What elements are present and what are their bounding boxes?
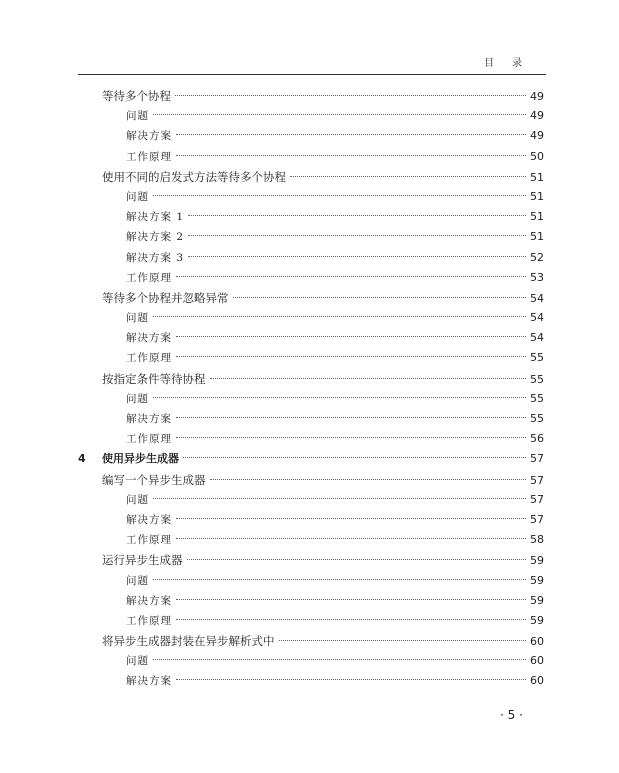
entry-page-number: 60	[530, 654, 544, 668]
entry-title: 编写一个异步生成器	[102, 472, 206, 487]
header-title: 目录	[484, 58, 540, 69]
entry-title: 将异步生成器封装在异步解析式中	[102, 634, 275, 649]
chapter-number: 4	[78, 452, 86, 466]
entry-page-number: 56	[530, 432, 544, 446]
entry-page-number: 57	[530, 452, 544, 466]
entry-page-number: 49	[530, 90, 544, 103]
toc-section-entry[interactable]	[78, 167, 544, 187]
toc-subsection-entry[interactable]	[78, 126, 544, 146]
dot-leader	[153, 195, 526, 196]
entry-title: 按指定条件等待协程	[102, 371, 206, 386]
toc-subsection-entry[interactable]	[78, 248, 544, 268]
entry-page-number: 51	[530, 230, 544, 244]
dot-leader	[153, 316, 526, 317]
toc-subsection-entry[interactable]	[78, 348, 544, 368]
entry-page-number: 50	[530, 149, 544, 163]
toc-subsection-entry[interactable]	[78, 207, 544, 227]
dot-leader	[153, 397, 526, 398]
dot-leader	[176, 155, 526, 156]
entry-title: 解决方案	[126, 513, 172, 526]
dot-leader	[153, 579, 526, 580]
dot-leader	[176, 437, 526, 438]
entry-page-number: 59	[530, 613, 544, 627]
dot-leader	[176, 336, 526, 337]
dot-leader	[188, 256, 526, 257]
dot-leader	[175, 95, 526, 96]
entry-title: 解决方案	[126, 413, 172, 425]
entry-title: 工作原理	[126, 352, 172, 365]
entry-title: 工作原理	[126, 150, 172, 163]
entry-page-number: 57	[530, 492, 544, 506]
toc-subsection-entry[interactable]	[78, 510, 544, 530]
entry-title: 解决方案 1	[126, 211, 185, 224]
toc-subsection-entry[interactable]	[78, 227, 544, 247]
dot-leader	[176, 599, 526, 600]
toc-subsection-entry[interactable]	[78, 591, 544, 611]
dot-leader	[176, 518, 526, 519]
entry-title: 等待多个协程	[102, 89, 171, 103]
running-header	[78, 50, 546, 75]
entry-page-number: 51	[530, 170, 544, 184]
dot-leader	[233, 297, 527, 298]
entry-title: 解决方案	[126, 675, 172, 688]
entry-title: 工作原理	[126, 433, 172, 446]
entry-page-number: 54	[530, 311, 544, 325]
entry-page-number: 49	[530, 129, 544, 143]
entry-page-number: 54	[530, 291, 544, 305]
entry-title: 等待多个协程并忽略异常	[102, 290, 229, 305]
entry-title: 使用不同的启发式方法等待多个协程	[102, 169, 286, 184]
dot-leader	[153, 498, 526, 499]
entry-page-number: 59	[530, 593, 544, 607]
dot-leader	[188, 215, 526, 216]
toc-subsection-entry[interactable]	[78, 671, 544, 691]
entry-title: 问题	[126, 312, 149, 325]
entry-page-number: 51	[530, 210, 544, 224]
entry-title: 解决方案 3	[126, 251, 185, 264]
entry-title: 解决方案	[126, 130, 172, 143]
entry-page-number: 54	[530, 331, 544, 345]
entry-page-number: 60	[530, 635, 544, 649]
entry-title: 使用异步生成器	[102, 452, 179, 466]
entry-page-number: 49	[530, 109, 544, 123]
dot-leader	[176, 417, 526, 418]
dot-leader	[188, 235, 526, 236]
toc-subsection-entry[interactable]	[78, 651, 544, 671]
toc-chapter-entry[interactable]	[78, 449, 544, 469]
toc-section-entry[interactable]	[78, 470, 544, 490]
toc-section-entry[interactable]	[78, 86, 544, 106]
dot-leader	[153, 114, 526, 115]
dot-leader	[183, 457, 526, 458]
toc-subsection-entry[interactable]	[78, 328, 544, 348]
entry-page-number: 60	[530, 674, 544, 688]
toc-subsection-entry[interactable]	[78, 308, 544, 328]
entry-page-number: 59	[530, 573, 544, 587]
toc-subsection-entry[interactable]	[78, 611, 544, 631]
dot-leader	[210, 479, 527, 480]
dot-leader	[290, 176, 526, 177]
page-number: · 5 ·	[500, 708, 523, 722]
entry-page-number: 52	[530, 250, 544, 264]
entry-title: 工作原理	[126, 614, 172, 627]
entry-title: 工作原理	[126, 271, 172, 284]
dot-leader	[210, 378, 527, 379]
toc-subsection-entry[interactable]	[78, 147, 544, 167]
entry-page-number: 55	[530, 372, 544, 386]
entry-title: 问题	[126, 190, 149, 203]
toc-section-entry[interactable]	[78, 550, 544, 570]
dot-leader	[176, 679, 526, 680]
entry-page-number: 59	[530, 554, 544, 568]
entry-title: 问题	[126, 392, 149, 405]
toc-subsection-entry[interactable]	[78, 409, 544, 429]
toc-section-entry[interactable]	[78, 288, 544, 308]
toc-section-entry[interactable]	[78, 369, 544, 389]
dot-leader	[176, 276, 526, 277]
dot-leader	[176, 356, 526, 357]
toc-subsection-entry[interactable]	[78, 268, 544, 288]
entry-title: 解决方案	[126, 332, 172, 345]
entry-title: 问题	[126, 110, 149, 123]
dot-leader	[187, 559, 527, 560]
entry-title: 解决方案 2	[126, 231, 185, 244]
dot-leader	[279, 640, 527, 641]
entry-page-number: 57	[530, 512, 544, 526]
toc-subsection-entry[interactable]	[78, 187, 544, 207]
toc-section-entry[interactable]	[78, 631, 544, 651]
toc-subsection-entry[interactable]	[78, 429, 544, 449]
toc-subsection-entry[interactable]	[78, 490, 544, 510]
dot-leader	[176, 619, 526, 620]
entry-title: 解决方案	[126, 594, 172, 607]
entry-title: 问题	[126, 655, 149, 668]
table-of-contents	[78, 86, 544, 692]
entry-page-number: 55	[530, 391, 544, 405]
entry-title: 问题	[126, 493, 149, 506]
entry-page-number: 57	[530, 473, 544, 487]
toc-subsection-entry[interactable]	[78, 571, 544, 591]
entry-title: 问题	[126, 574, 149, 587]
toc-subsection-entry[interactable]	[78, 530, 544, 550]
dot-leader	[176, 134, 526, 135]
dot-leader	[176, 538, 526, 539]
dot-leader	[153, 659, 526, 660]
entry-page-number: 53	[530, 270, 544, 284]
entry-title: 工作原理	[126, 534, 172, 547]
entry-title: 运行异步生成器	[102, 553, 183, 568]
toc-subsection-entry[interactable]	[78, 106, 544, 126]
entry-page-number: 51	[530, 189, 544, 203]
entry-page-number: 55	[530, 351, 544, 365]
toc-subsection-entry[interactable]	[78, 389, 544, 409]
entry-page-number: 58	[530, 533, 544, 547]
entry-page-number: 55	[530, 412, 544, 425]
